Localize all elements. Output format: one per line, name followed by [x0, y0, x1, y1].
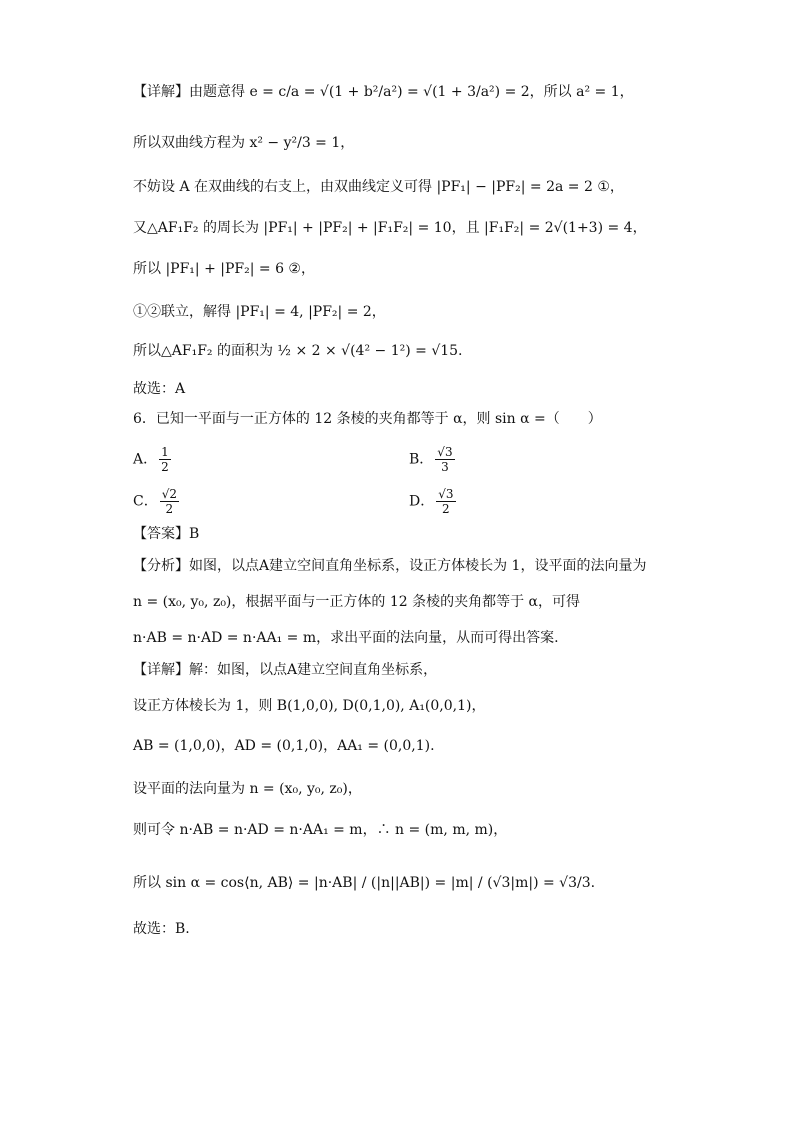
option-c-numerator: √2	[161, 487, 177, 501]
detail-line-5: 则可令 n·AB = n·AD = n·AA₁ = m，∴ n = (m, m, m)，	[133, 822, 508, 838]
detail-line-6: 所以 sin α = cos⟨n, AB⟩ = |n·AB| / (|n||AB|) = |m| / (√3|m|) = √3/3.	[133, 875, 596, 891]
option-a	[133, 445, 173, 474]
option-b-denominator: 3	[441, 460, 449, 474]
solution-line-3: 不妨设 A 在双曲线的右支上，由双曲线定义可得 |PF₁| − |PF₂| = 2a = 2 ①，	[133, 179, 624, 195]
solution-line-6: ①②联立，解得 |PF₁| = 4, |PF₂| = 2，	[133, 304, 386, 320]
option-a-numerator: 1	[161, 445, 169, 459]
option-d-label: D．	[409, 493, 435, 510]
option-d-numerator: √3	[438, 487, 454, 501]
option-a-value	[159, 445, 171, 474]
analysis-line-2: n = (x₀, y₀, z₀)，根据平面与一正方体的 12 条棱的夹角都等于 α，可得	[133, 594, 581, 610]
solution-line-2: 所以双曲线方程为 x² − y²/3 = 1，	[133, 135, 355, 151]
option-c-denominator: 2	[165, 502, 174, 516]
option-c-value	[160, 487, 179, 516]
option-b-label: B．	[409, 451, 434, 468]
option-b	[409, 445, 457, 474]
detail-line-2: 设正方体棱长为 1，则 B(1,0,0), D(0,1,0), A₁(0,0,1)，	[133, 698, 486, 714]
option-c	[133, 487, 181, 516]
option-d-value	[436, 487, 455, 516]
option-a-denominator: 2	[161, 460, 169, 474]
detail-line-4: 设平面的法向量为 n = (x₀, y₀, z₀)，	[133, 781, 362, 797]
answer-line: 【答案】B	[133, 526, 200, 542]
option-b-value	[435, 445, 454, 474]
detail-line-1: 【详解】解：如图，以点A建立空间直角坐标系，	[133, 662, 438, 678]
solution-conclusion: 故选：A	[133, 381, 186, 397]
option-d-denominator: 2	[442, 502, 450, 516]
analysis-line-1: 【分析】如图，以点A建立空间直角坐标系，设正方体棱长为 1，设平面的法向量为	[133, 558, 647, 574]
detail-conclusion: 故选：B.	[133, 921, 190, 937]
option-d	[409, 487, 458, 516]
option-b-numerator: √3	[437, 445, 453, 459]
solution-line-5: 所以 |PF₁| + |PF₂| = 6 ②，	[133, 261, 315, 277]
question-6: 6．已知一平面与一正方体的 12 条棱的夹角都等于 α，则 sin α =（ ）	[133, 411, 602, 427]
solution-line-1: 【详解】由题意得 e = c/a = √(1 + b²/a²) = √(1 + 3/a²) = 2，所以 a² = 1，	[133, 84, 634, 100]
solution-line-7: 所以△AF₁F₂ 的面积为 ½ × 2 × √(4² − 1²) = √15.	[133, 343, 463, 359]
analysis-line-3: n·AB = n·AD = n·AA₁ = m，求出平面的法向量，从而可得出答案.	[133, 630, 559, 646]
solution-line-4: 又△AF₁F₂ 的周长为 |PF₁| + |PF₂| + |F₁F₂| = 10，且 |F₁F₂| = 2√(1+3) = 4，	[133, 220, 647, 236]
option-c-label: C．	[133, 493, 158, 510]
option-a-label: A．	[133, 451, 158, 468]
detail-line-3: AB = (1,0,0)，AD = (0,1,0)，AA₁ = (0,0,1).	[133, 738, 435, 754]
